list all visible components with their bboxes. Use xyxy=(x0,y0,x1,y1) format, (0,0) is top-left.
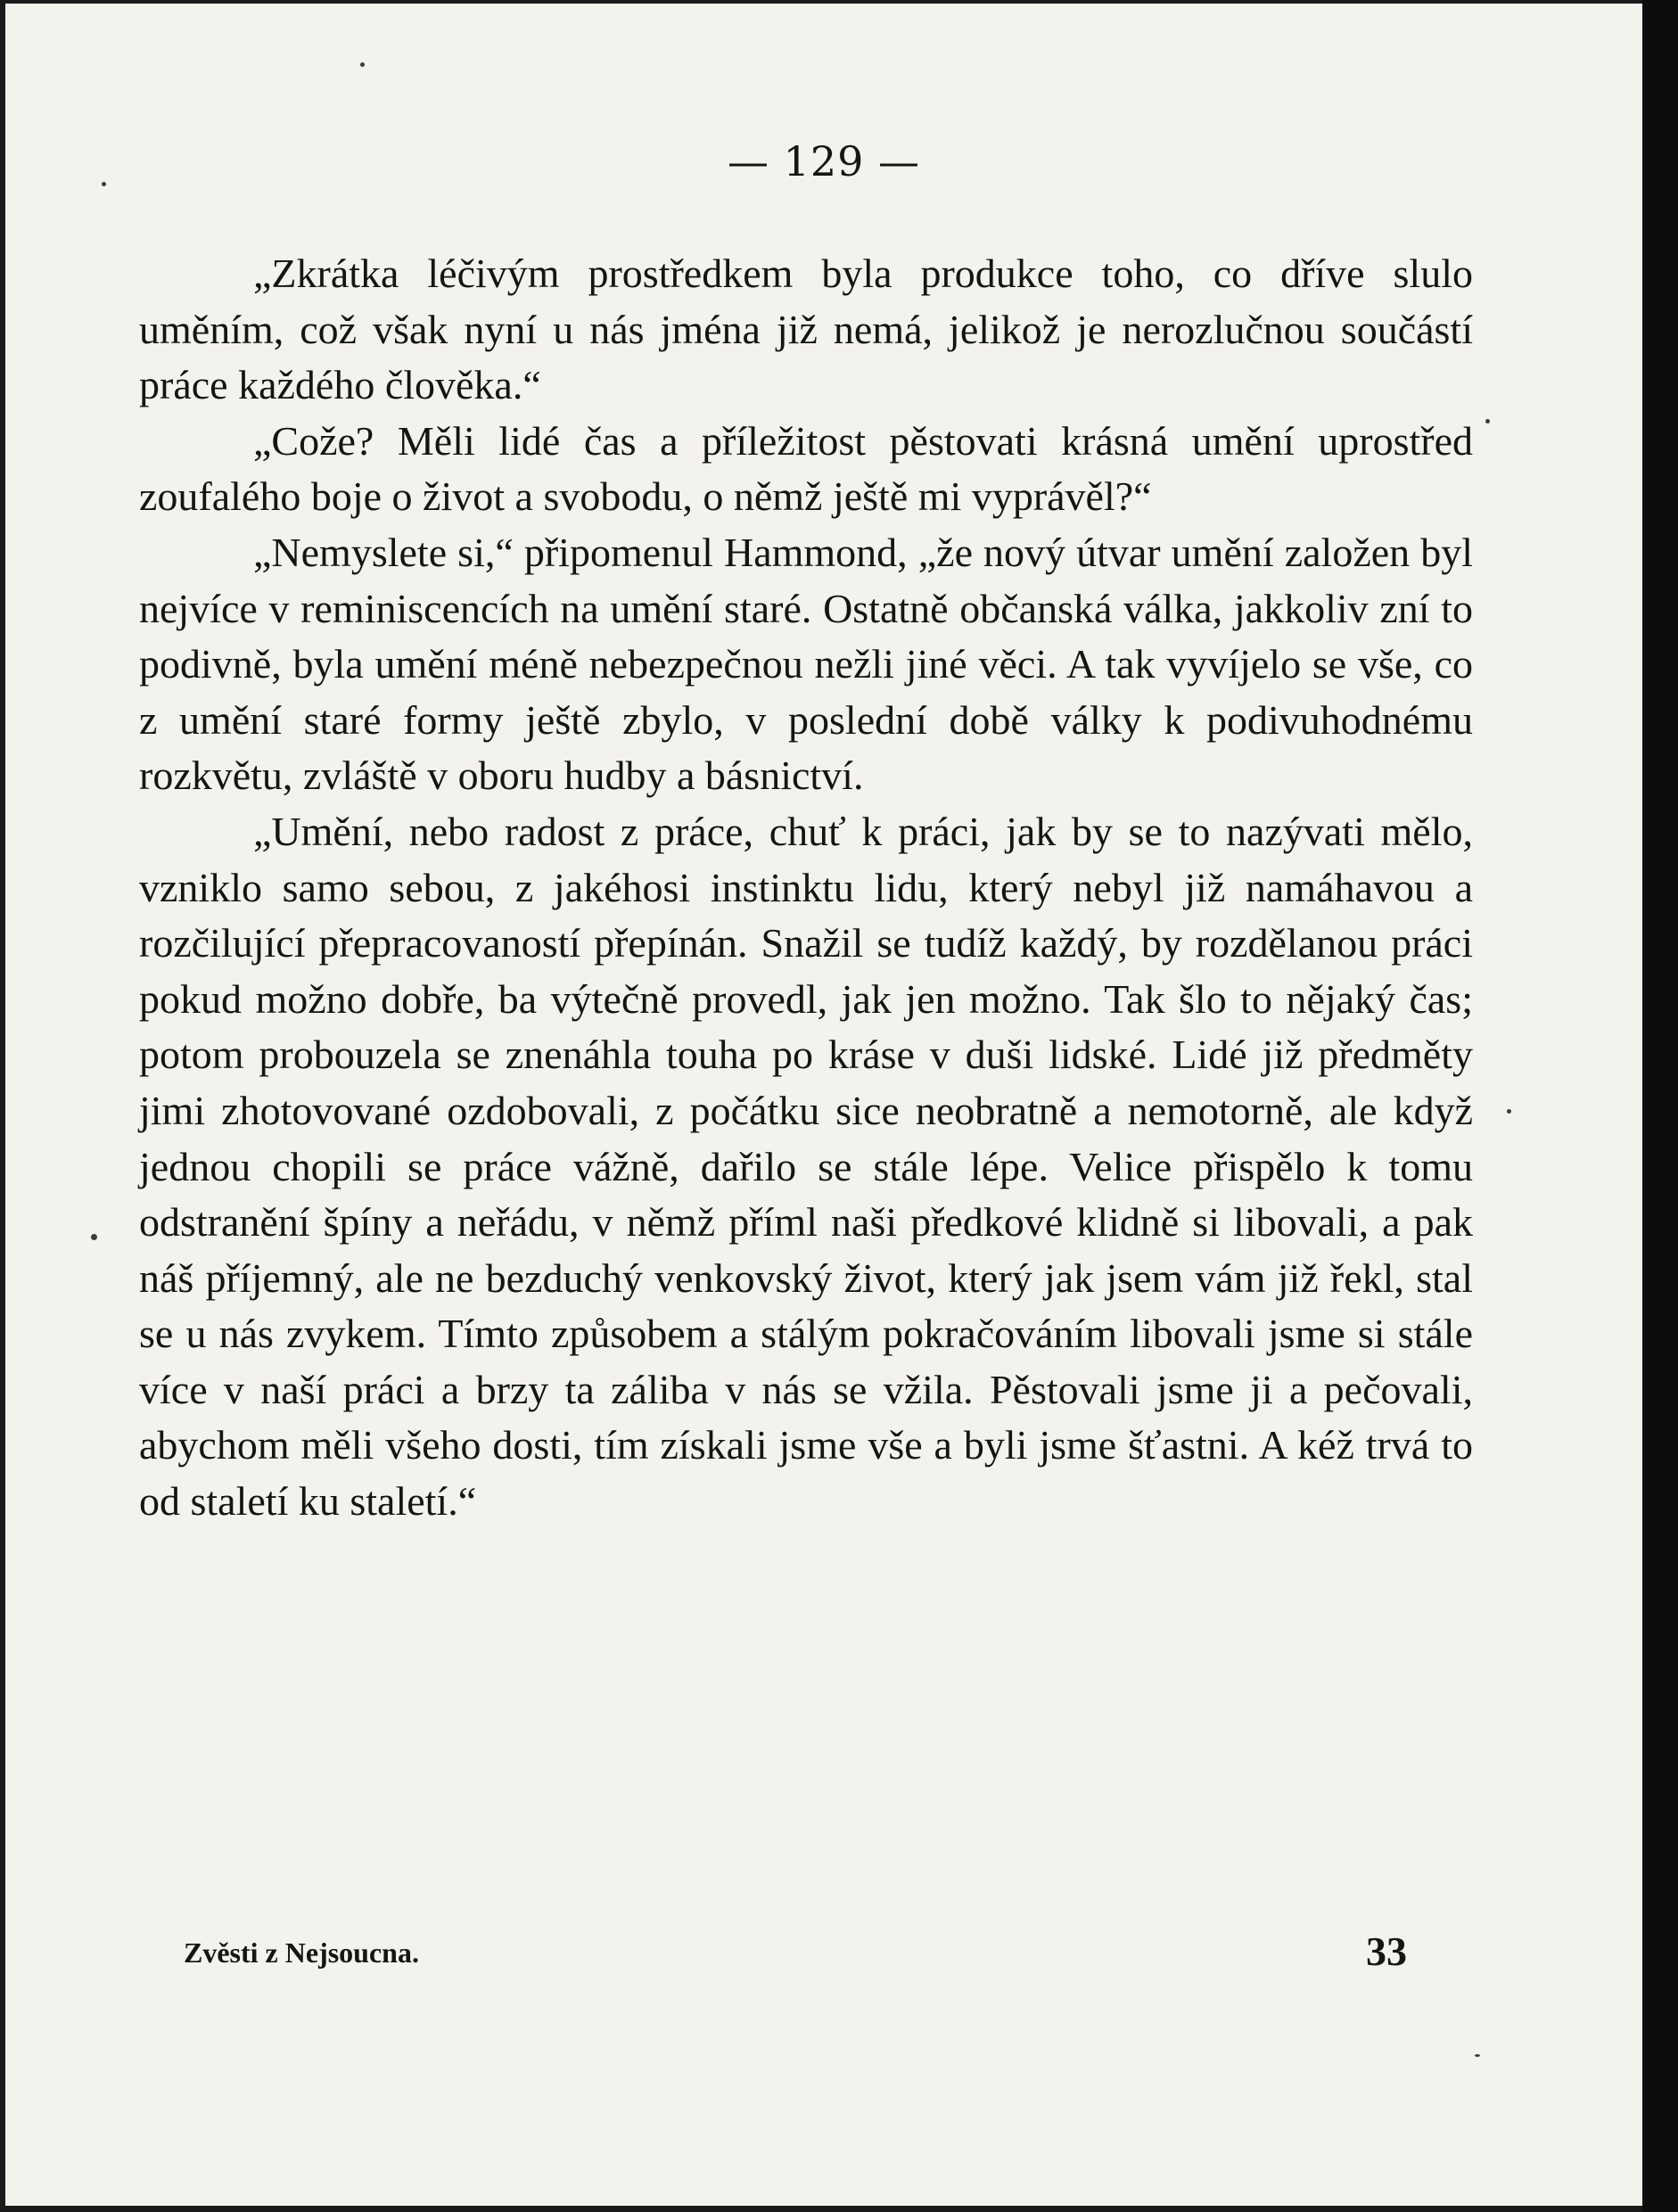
paragraph: „Umění, nebo radost z práce, chuť k práci, jak by se to nazývati mělo, vzniklo samo sebou, z jakéhosi instinktu lidu, který nebyl již namáhavou a rozčilující přepracovaností přepínán. Snažil se tudíž každý, by rozdělanou práci pokud možno dobře, ba výtečně provedl, jak jen možno. Tak šlo to nějaký čas; potom probouzela se znenáhla touha po kráse v duši lidské. Lidé již předměty jimi zhotovované ozdobovali, z počátku sice neobratně a nemotorně, ale když jednou chopili se práce vážně, dařilo se stále lépe. Velice přispělo k tomu odstranění špíny a neřádu, v němž příml naši předkové klidně si libovali, a pak náš příjemný, ale ne bezduchý venkovský život, který jak jsem vám již řekl, stal se u nás zvykem. Tímto způsobem a stálým pokračováním libovali jsme si stále více v naší práci a brzy ta záliba v nás se vžila. Pěstovali jsme ji a pečovali, abychom měli všeho dosti, tím získali jsme vše a byli jsme šťastni. A kéž trvá to od staletí ku staletí.“ xyxy=(139,808,1473,1525)
paper-speck xyxy=(102,182,106,186)
paragraph: „Nemyslete si,“ připomenul Hammond, „že nový útvar umění založen byl nejvíce v reminiscencích na umění staré. Ostatně občanská válka, jakkoliv zní to podivně, byla umění méně nebezpečnou nežli jiné věci. A tak vyvíjelo se vše, co z umění staré formy ještě zbylo, v poslední době války k podivuhodnému rozkvětu, zvláště v oboru hudby a básnictví. xyxy=(139,529,1473,799)
paper-speck xyxy=(360,62,365,67)
paper-speck xyxy=(91,1234,97,1240)
scan-edge xyxy=(1642,0,1678,2212)
page-number: — 129 — xyxy=(727,137,921,185)
paragraph: „Zkrátka léčivým prostředkem byla produkce toho, co dříve slulo uměním, což však nyní u nás jména již nemá, jelikož je nerozlučnou součástí práce každého člověka.“ xyxy=(139,251,1473,408)
page-footer xyxy=(5,1928,1642,1981)
paper-speck xyxy=(1507,1109,1511,1114)
paper-speck xyxy=(1485,419,1490,423)
paper-speck xyxy=(1475,2054,1480,2057)
paragraph: „Cože? Měli lidé čas a příležitost pěstovati krásná umění uprostřed zoufalého boje o život a svobodu, o němž ještě mi vyprávěl?“ xyxy=(139,417,1473,520)
sheet-number: 33 xyxy=(1366,1928,1407,1974)
body-text xyxy=(139,246,1473,1530)
book-page xyxy=(5,4,1642,2206)
signature-mark: Zvěsti z Nejsoucna. xyxy=(184,1937,419,1969)
